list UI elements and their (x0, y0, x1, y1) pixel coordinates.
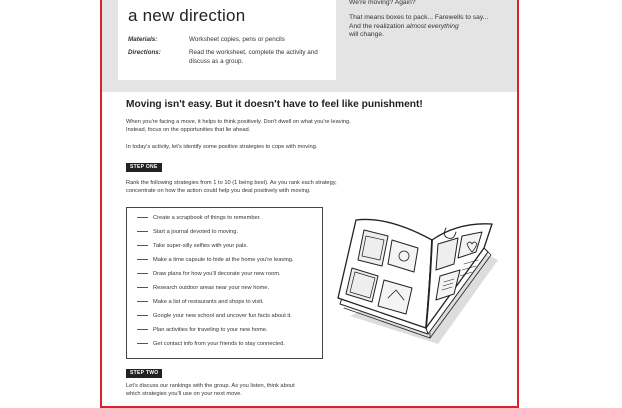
strategy-text: Google your new school and uncover fun facts about it. (153, 313, 292, 319)
strategy-text: Research outdoor areas near your new home. (153, 285, 270, 291)
worksheet-title: a new direction (128, 6, 246, 25)
directions-value (189, 48, 339, 66)
materials-row (128, 35, 343, 44)
rank-blank[interactable] (137, 217, 148, 218)
step-one-line-2: concentrate on how the action could help you deal positively with moving. (126, 188, 311, 195)
header-band (102, 0, 517, 92)
list-item[interactable] (137, 341, 285, 347)
title-card (118, 0, 336, 80)
list-item[interactable] (137, 215, 261, 221)
rank-blank[interactable] (137, 343, 148, 344)
strategy-text: Create a scrapbook of things to remember. (153, 215, 261, 221)
rank-blank[interactable] (137, 315, 148, 316)
materials-value: Worksheet copies, pens or pencils (189, 36, 285, 43)
rank-blank[interactable] (137, 259, 148, 260)
rank-blank[interactable] (137, 301, 148, 302)
intro-line-2: That means boxes to pack... Farewells to say... (349, 13, 489, 21)
list-item[interactable] (137, 229, 238, 235)
intro-line-3b: almost everything (406, 22, 459, 30)
rank-blank[interactable] (137, 231, 148, 232)
rank-blank[interactable] (137, 287, 148, 288)
list-item[interactable] (137, 285, 269, 291)
strategy-text: Draw plans for how you'll decorate your new room. (153, 271, 281, 277)
rank-blank[interactable] (137, 329, 148, 330)
step-one-instructions (126, 179, 496, 195)
strategy-text: Make a time capsule to hide at the home you're leaving. (153, 257, 294, 263)
intro-line-3a: And the realization (349, 22, 407, 30)
strategy-text: Plan activities for traveling to your new home. (153, 327, 268, 333)
para1-line-2: Instead, focus on the opportunities that lie ahead. (126, 127, 251, 134)
intro-line-4: will change. (349, 31, 384, 39)
list-item[interactable] (137, 327, 267, 333)
strategy-list (126, 207, 323, 359)
intro-line-1: We're moving? Again? (349, 0, 416, 6)
intro-paragraph-2: In today's activity, let's identify some positive strategies to cope with moving. (126, 144, 318, 150)
section-heading: Moving isn't easy. But it doesn't have to feel like punishment! (126, 99, 423, 110)
step-two-instructions (126, 382, 496, 398)
scrapbook-illustration (326, 200, 501, 350)
step-one-line-1: Rank the following strategies from 1 to 10 (1 being best). As you rank each strategy, (126, 180, 337, 186)
intro-paragraph (349, 14, 514, 40)
directions-label: Directions: (128, 49, 161, 56)
strategy-text: Make a list of restaurants and shops to visit. (153, 299, 264, 305)
step-one-label: STEP ONE (126, 163, 162, 172)
strategy-text: Take super-silly selfies with your pals. (153, 243, 248, 249)
list-item[interactable] (137, 243, 248, 249)
materials-label: Materials: (128, 36, 158, 43)
list-item[interactable] (137, 313, 292, 319)
directions-row (128, 48, 343, 68)
strategy-text: Start a journal devoted to moving. (153, 229, 239, 235)
list-item[interactable] (137, 257, 294, 263)
directions-line-2: discuss as a group. (189, 58, 244, 65)
step-two-line-1: Let's discuss our rankings with the group. As you listen, think about (126, 383, 295, 389)
strategy-text: Get contact info from your friends to stay connected. (153, 341, 285, 347)
list-item[interactable] (137, 299, 264, 305)
directions-line-1: Read the worksheet, complete the activity and (189, 49, 318, 56)
rank-blank[interactable] (137, 273, 148, 274)
intro-text (349, 0, 514, 46)
intro-paragraph-1 (126, 118, 496, 134)
worksheet-frame (100, 0, 519, 408)
step-two-line-2: which strategies you'll use on your next move. (126, 391, 242, 398)
para1-line-1: When you're facing a move, it helps to think positively. Don't dwell on what you're leaving. (126, 119, 351, 125)
rank-blank[interactable] (137, 245, 148, 246)
step-two-label: STEP TWO (126, 369, 162, 378)
list-item[interactable] (137, 271, 281, 277)
